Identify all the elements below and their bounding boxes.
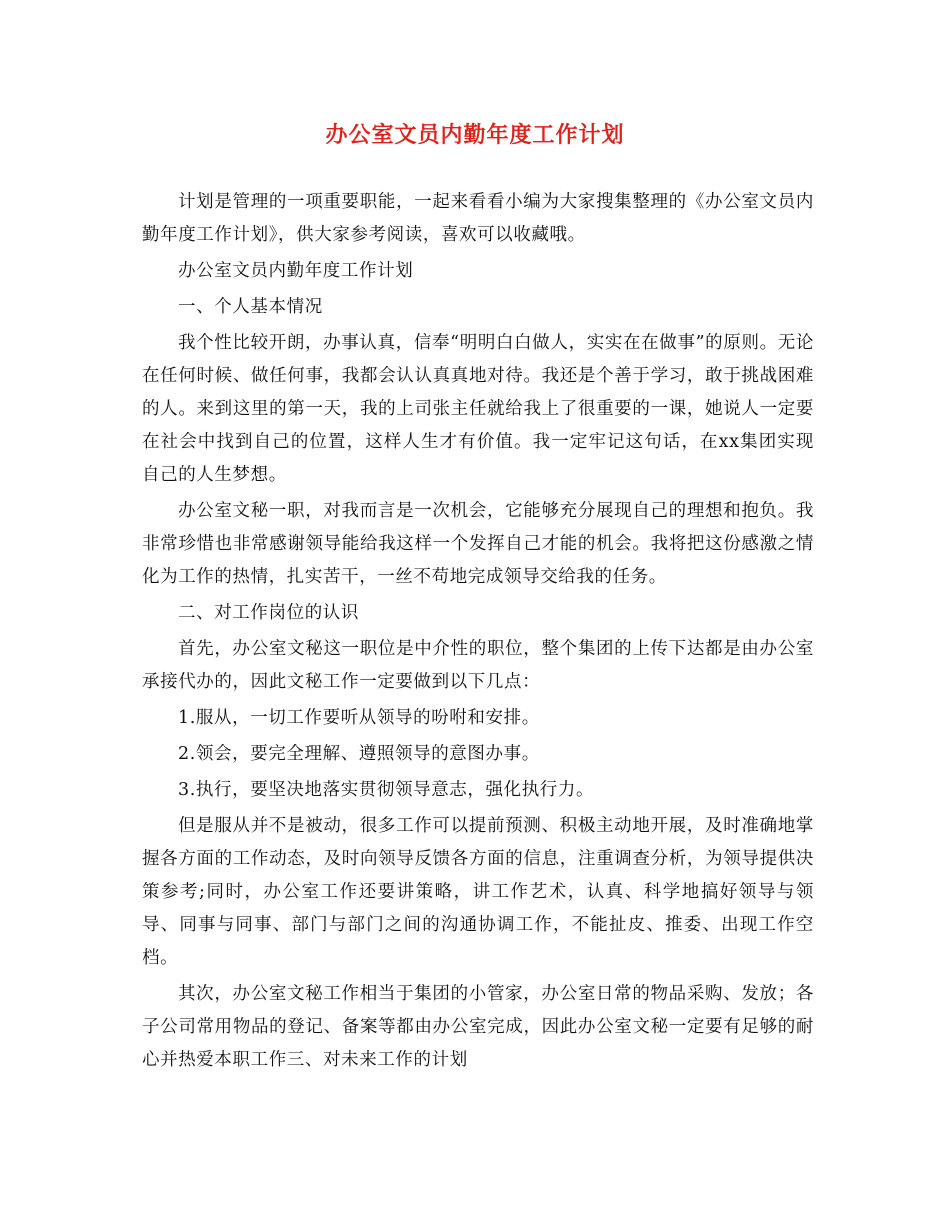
list-item: 3.执行，要坚决地落实贯彻领导意志，强化执行力。 [178,780,595,800]
paragraph-subtitle: 办公室文员内勤年度工作计划 [178,261,414,281]
document-title: 办公室文员内勤年度工作计划 [325,122,625,148]
section-heading-2: 二、对工作岗位的认识 [178,603,359,623]
paragraph-intro: 计划是管理的一项重要职能，一起来看看小编为大家搜集整理的《办公室文员内勤年度工作计划》，供大家参考阅读，喜欢可以收藏哦。 [142,192,814,245]
paragraph: 其次，办公室文秘工作相当于集团的小管家，办公室日常的物品采购、发放；各子公司常用物品的登记、备案等都由办公室完成，因此办公室文秘一定要有足够的耐心并热爱本职工作三、对未来工作的计划 [142,984,814,1070]
document-body [142,186,814,1080]
section-heading-1: 一、个人基本情况 [178,297,323,317]
list-item: 1.服从，一切工作要听从领导的吩咐和安排。 [178,708,540,728]
list-item: 2.领会，要完全理解、遵照领导的意图办事。 [178,744,540,764]
paragraph: 但是服从并不是被动，很多工作可以提前预测、积极主动地开展，及时准确地掌握各方面的工作动态，及时向领导反馈各方面的信息，注重调查分析，为领导提供决策参考;同时，办公室工作还要讲策略，讲工作艺术，认真、科学地搞好领导与领导、同事与同事、部门与部门之间的沟通协调工作，不能扯皮、推委、出现工作空档。 [142,816,814,968]
paragraph: 首先，办公室文秘这一职位是中介性的职位，整个集团的上传下达都是由办公室承接代办的，因此文秘工作一定要做到以下几点： [142,639,814,692]
paragraph: 我个性比较开朗，办事认真，信奉“明明白白做人，实实在在做事”的原则。无论在任何时候、做任何事，我都会认认真真地对待。我还是个善于学习，敢于挑战困难的人。来到这里的第一天，我的上司张主任就给我上了很重要的一课，她说人一定要在社会中找到自己的位置，这样人生才有价值。我一定牢记这句话，在xx集团实现自己的人生梦想。 [142,333,814,485]
paragraph: 办公室文秘一职，对我而言是一次机会，它能够充分展现自己的理想和抱负。我非常珍惜也非常感谢领导能给我这样一个发挥自己才能的机会。我将把这份感激之情化为工作的热情，扎实苦干，一丝不苟地完成领导交给我的任务。 [142,501,814,587]
